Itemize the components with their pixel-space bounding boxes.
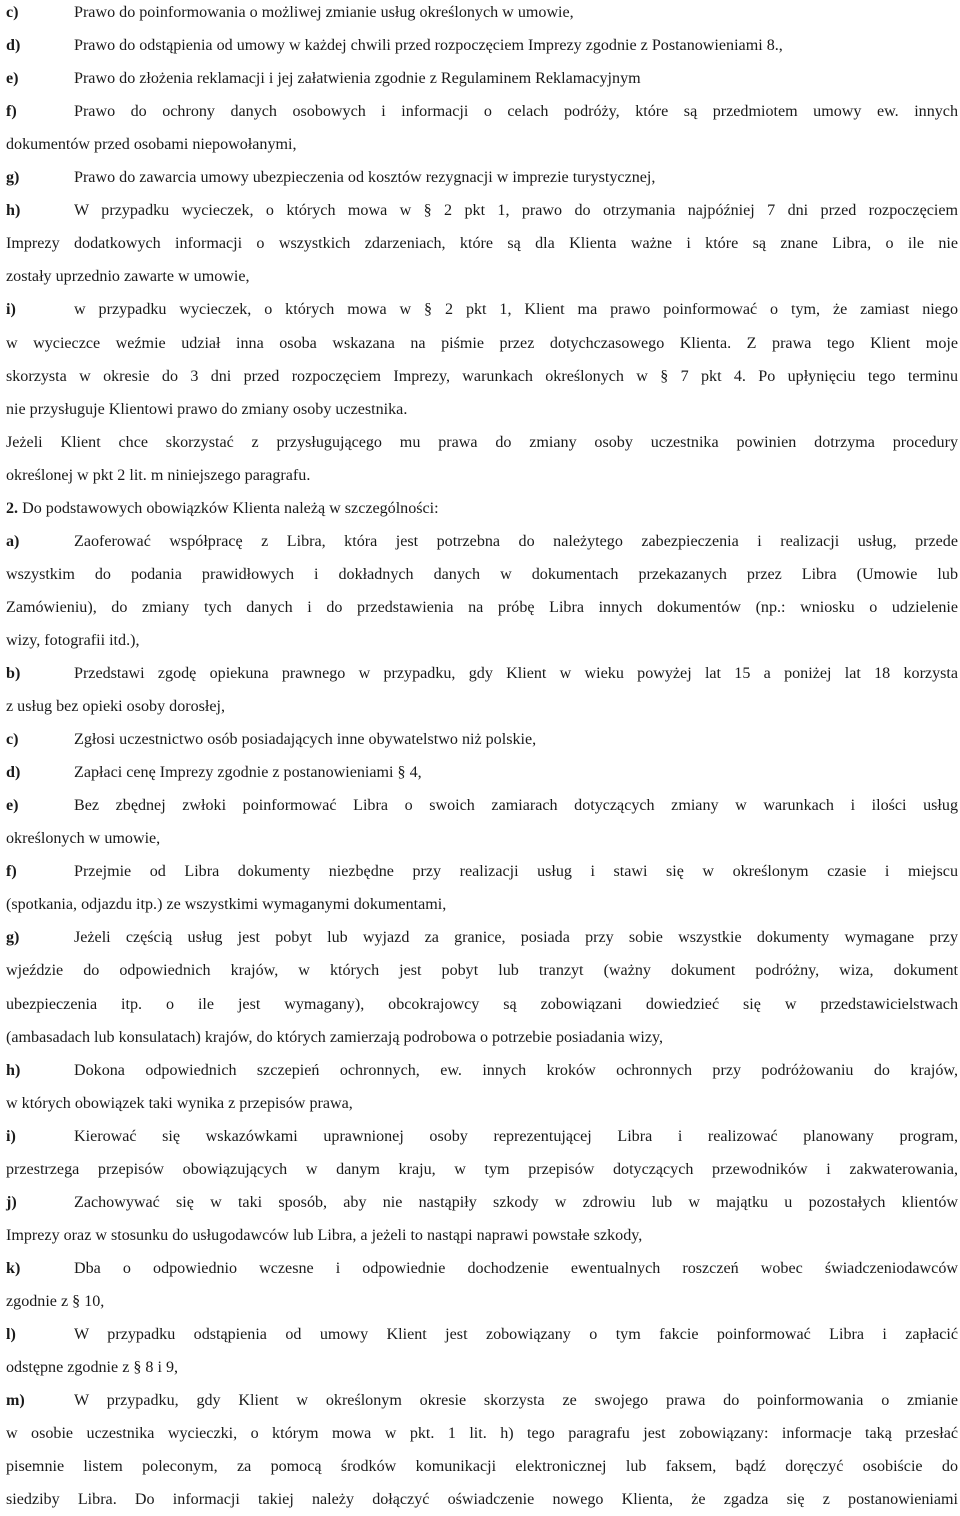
document-line: [6, 95, 958, 128]
paragraph-text: w których obowiązek taki wynika z przepisów prawa,: [6, 1094, 353, 1112]
item-label: m): [6, 1392, 25, 1410]
paragraph-text: siedziby Libra. Do informacji takiej należy dołączyć oświadczenie nowego Klienta, że zgadza się z postanowieniami: [6, 1491, 958, 1509]
item-text: Zachowywać się w taki sposób, aby nie nastąpiły szkody w zdrowiu lub w majątku u pozostałych klientów: [74, 1193, 958, 1211]
document-line: [6, 789, 958, 822]
item-label: f): [6, 863, 17, 881]
item-label: d): [6, 37, 21, 55]
document-line: [6, 29, 958, 62]
item-label: k): [6, 1259, 21, 1277]
item-text: Prawo do zawarcia umowy ubezpieczenia od kosztów rezygnacji w imprezie turystycznej,: [74, 169, 656, 187]
document-line: [6, 591, 958, 624]
item-text: Zgłosi uczestnictwo osób posiadających inne obywatelstwo niż polskie,: [74, 731, 537, 749]
item-label: i): [6, 1127, 16, 1145]
item-text: Prawo do poinformowania o możliwej zmianie usług określonych w umowie,: [74, 4, 574, 21]
document-line: [6, 1318, 958, 1351]
document-line: [6, 855, 958, 888]
document-line: [6, 954, 958, 987]
paragraph-text: nie przysługuje Klientowi prawo do zmiany osoby uczestnika.: [6, 400, 408, 418]
document-line: [6, 459, 958, 492]
item-text: Dba o odpowiednio wczesne i odpowiednie dochodzenie ewentualnych roszczeń wobec świadczeniodawców: [74, 1259, 958, 1277]
document-line: [6, 690, 958, 723]
item-label: g): [6, 929, 20, 947]
document-line: [6, 492, 958, 525]
item-text: Przejmie od Libra dokumenty niezbędne przy realizacji usług i stawi się w określonym czasie i miejscu: [74, 863, 958, 881]
document-line: [6, 1351, 958, 1384]
document-line: [6, 293, 958, 326]
item-text: w przypadku wycieczek, o których mowa w § 2 pkt 1, Klient ma prawo poinformować o tym, że zamiast niego: [74, 301, 958, 319]
paragraph-text: wjeździe do odpowiednich krajów, w których jest pobyt lub tranzyt (ważny dokument podróżny, wiza, dokument: [6, 962, 958, 980]
paragraph-text: Jeżeli Klient chce skorzystać z przysługującego mu prawa do zmiany osoby uczestnika powinien dotrzyma procedury: [6, 433, 958, 451]
item-text: Prawo do złożenia reklamacji i jej załatwienia zgodnie z Regulaminem Reklamacyjnym: [74, 70, 641, 88]
paragraph-text: w osobie uczestnika wycieczki, o którym mowa w pkt. 1 lit. h) tego paragrafu jest zobowiązany: informacje taką przesłać: [6, 1425, 958, 1443]
item-text: Zaoferować współpracę z Libra, która jest potrzebna do należytego zabezpieczenia i realizacji usług, przede: [74, 532, 958, 550]
paragraph-text: określonej w pkt 2 lit. m niniejszego paragrafu.: [6, 466, 311, 484]
paragraph-text: ubezpieczenia itp. o ile jest wymagany), obcokrajowcy są zobowiązani dowiedzieć się w przedstawicielstwach: [6, 995, 958, 1013]
paragraph-text: określonych w umowie,: [6, 830, 161, 848]
document-line: [6, 161, 958, 194]
item-label: l): [6, 1326, 16, 1343]
item-label: h): [6, 202, 21, 220]
item-label: a): [6, 532, 20, 550]
item-label: c): [6, 731, 19, 749]
paragraph-text: przestrzega przepisów obowiązujących w danym kraju, w tym przepisów dotyczących przewodników i zakwaterowania,: [6, 1160, 958, 1178]
item-text: W przypadku wycieczek, o których mowa w § 2 pkt 1, prawo do otrzymania najpóźniej 7 dni przed rozpoczęciem: [74, 202, 958, 220]
item-label: h): [6, 1061, 21, 1079]
paragraph-text: (spotkania, odjazdu itp.) ze wszystkimi wymaganymi dokumentami,: [6, 896, 447, 914]
document-line: [6, 723, 958, 756]
document-line: [6, 1054, 958, 1087]
document-line: [6, 1285, 958, 1318]
item-label: e): [6, 70, 19, 88]
document-line: [6, 921, 958, 954]
paragraph-text: odstępne zgodnie z § 8 i 9,: [6, 1359, 179, 1377]
document-line: [6, 1120, 958, 1153]
document-line: [6, 227, 958, 260]
document-line: [6, 1252, 958, 1285]
paragraph-text: wizy, fotografii itd.),: [6, 631, 140, 649]
document-line: [6, 1021, 958, 1054]
document-line: [6, 558, 958, 591]
document-line: [6, 0, 958, 29]
document-line: [6, 194, 958, 227]
document-line: [6, 756, 958, 789]
document-line: [6, 1087, 958, 1120]
item-text: Prawo do odstąpienia od umowy w każdej chwili przed rozpoczęciem Imprezy zgodnie z Postanowieniami 8.,: [74, 37, 783, 55]
document-line: [6, 657, 958, 690]
document-line: [6, 1219, 958, 1252]
document-line: [6, 1186, 958, 1219]
item-text: Zapłaci cenę Imprezy zgodnie z postanowieniami § 4,: [74, 764, 422, 782]
item-label: b): [6, 665, 21, 682]
item-text: Kierować się wskazówkami uprawnionej osoby reprezentującej Libra i realizować planowany program,: [74, 1127, 958, 1145]
document-line: [6, 1384, 958, 1417]
item-label: d): [6, 764, 21, 782]
section-number: 2.: [6, 499, 19, 517]
item-text: Dokona odpowiednich szczepień ochronnych, ew. innych kroków ochronnych przy podróżowaniu do krajów,: [74, 1061, 958, 1079]
item-label: g): [6, 169, 20, 187]
paragraph-text: wszystkim do podania prawidłowych i dokładnych danych w dokumentach przekazanych przez Libra (Umowie lub: [6, 565, 958, 583]
paragraph-text: Imprezy oraz w stosunku do usługodawców lub Libra, a jeżeli to nastąpi naprawi powstałe szkody,: [6, 1226, 643, 1244]
item-label: f): [6, 103, 17, 121]
document-line: [6, 1483, 958, 1516]
document-line: [6, 260, 958, 293]
document-line: [6, 1153, 958, 1186]
paragraph-text: Imprezy dodatkowych informacji o wszystkich zdarzeniach, które są dla Klienta ważne i które są znane Libra, o ile nie: [6, 235, 958, 253]
paragraph-text: zostały uprzednio zawarte w umowie,: [6, 268, 250, 286]
document-line: [6, 822, 958, 855]
document-line: [6, 393, 958, 426]
item-label: c): [6, 4, 19, 21]
paragraph-text: dokumentów przed osobami niepowołanymi,: [6, 136, 297, 154]
item-text: W przypadku odstąpienia od umowy Klient jest zobowiązany o tym fakcie poinformować Libra i zapłacić: [74, 1326, 958, 1343]
document-line: [6, 360, 958, 393]
paragraph-text: pisemnie listem poleconym, za pomocą środków komunikacji elektronicznej lub faksem, bądź doręczyć osobiście do: [6, 1458, 958, 1476]
document-line: [6, 1417, 958, 1450]
item-label: i): [6, 301, 16, 319]
document-line: [6, 988, 958, 1021]
item-text: Bez zbędnej zwłoki poinformować Libra o swoich zamiarach dotyczących zmiany w warunkach i ilości usług: [74, 797, 958, 815]
paragraph-text: z usług bez opieki osoby dorosłej,: [6, 698, 226, 716]
item-label: e): [6, 797, 19, 815]
document-line: [6, 426, 958, 459]
item-text: Jeżeli częścią usług jest pobyt lub wyjazd za granice, posiada przy sobie wszystkie dokumenty wymagane przy: [74, 929, 958, 947]
item-label: j): [6, 1193, 17, 1211]
item-text: Prawo do ochrony danych osobowych i informacji o celach podróży, które są przedmiotem umowy ew. innych: [74, 103, 958, 121]
document-line: [6, 1450, 958, 1483]
item-text: Przedstawi zgodę opiekuna prawnego w przypadku, gdy Klient w wieku powyżej lat 15 a poniżej lat 18 korzysta: [74, 665, 958, 682]
paragraph-text: (ambasadach lub konsulatach) krajów, do których zamierzają podrobowa o potrzebie posiadania wizy,: [6, 1028, 664, 1046]
item-text: W przypadku, gdy Klient w określonym okresie skorzysta ze swojego prawa do poinformowania o zmianie: [74, 1392, 958, 1410]
document-line: [6, 525, 958, 558]
document-line: [6, 327, 958, 360]
document-line: [6, 888, 958, 921]
paragraph-text: Zamówieniu), do zmiany tych danych i do przedstawienia na próbę Libra innych dokumentów (np.: wniosku o udzielenie: [6, 598, 958, 616]
document-line: [6, 62, 958, 95]
paragraph-text: w wycieczce weźmie udział inna osoba wskazana na piśmie przez dotychczasowego Klienta. Z prawa tego Klient moje: [6, 334, 958, 352]
document-line: [6, 128, 958, 161]
document-line: [6, 624, 958, 657]
paragraph-text: Do podstawowych obowiązków Klienta należą w szczególności:: [22, 499, 439, 517]
paragraph-text: zgodnie z § 10,: [6, 1292, 105, 1310]
paragraph-text: skorzysta w okresie do 3 dni przed rozpoczęciem Imprezy, warunkach określonych w § 7 pkt 4. Po upłynięciu tego terminu: [6, 367, 958, 385]
